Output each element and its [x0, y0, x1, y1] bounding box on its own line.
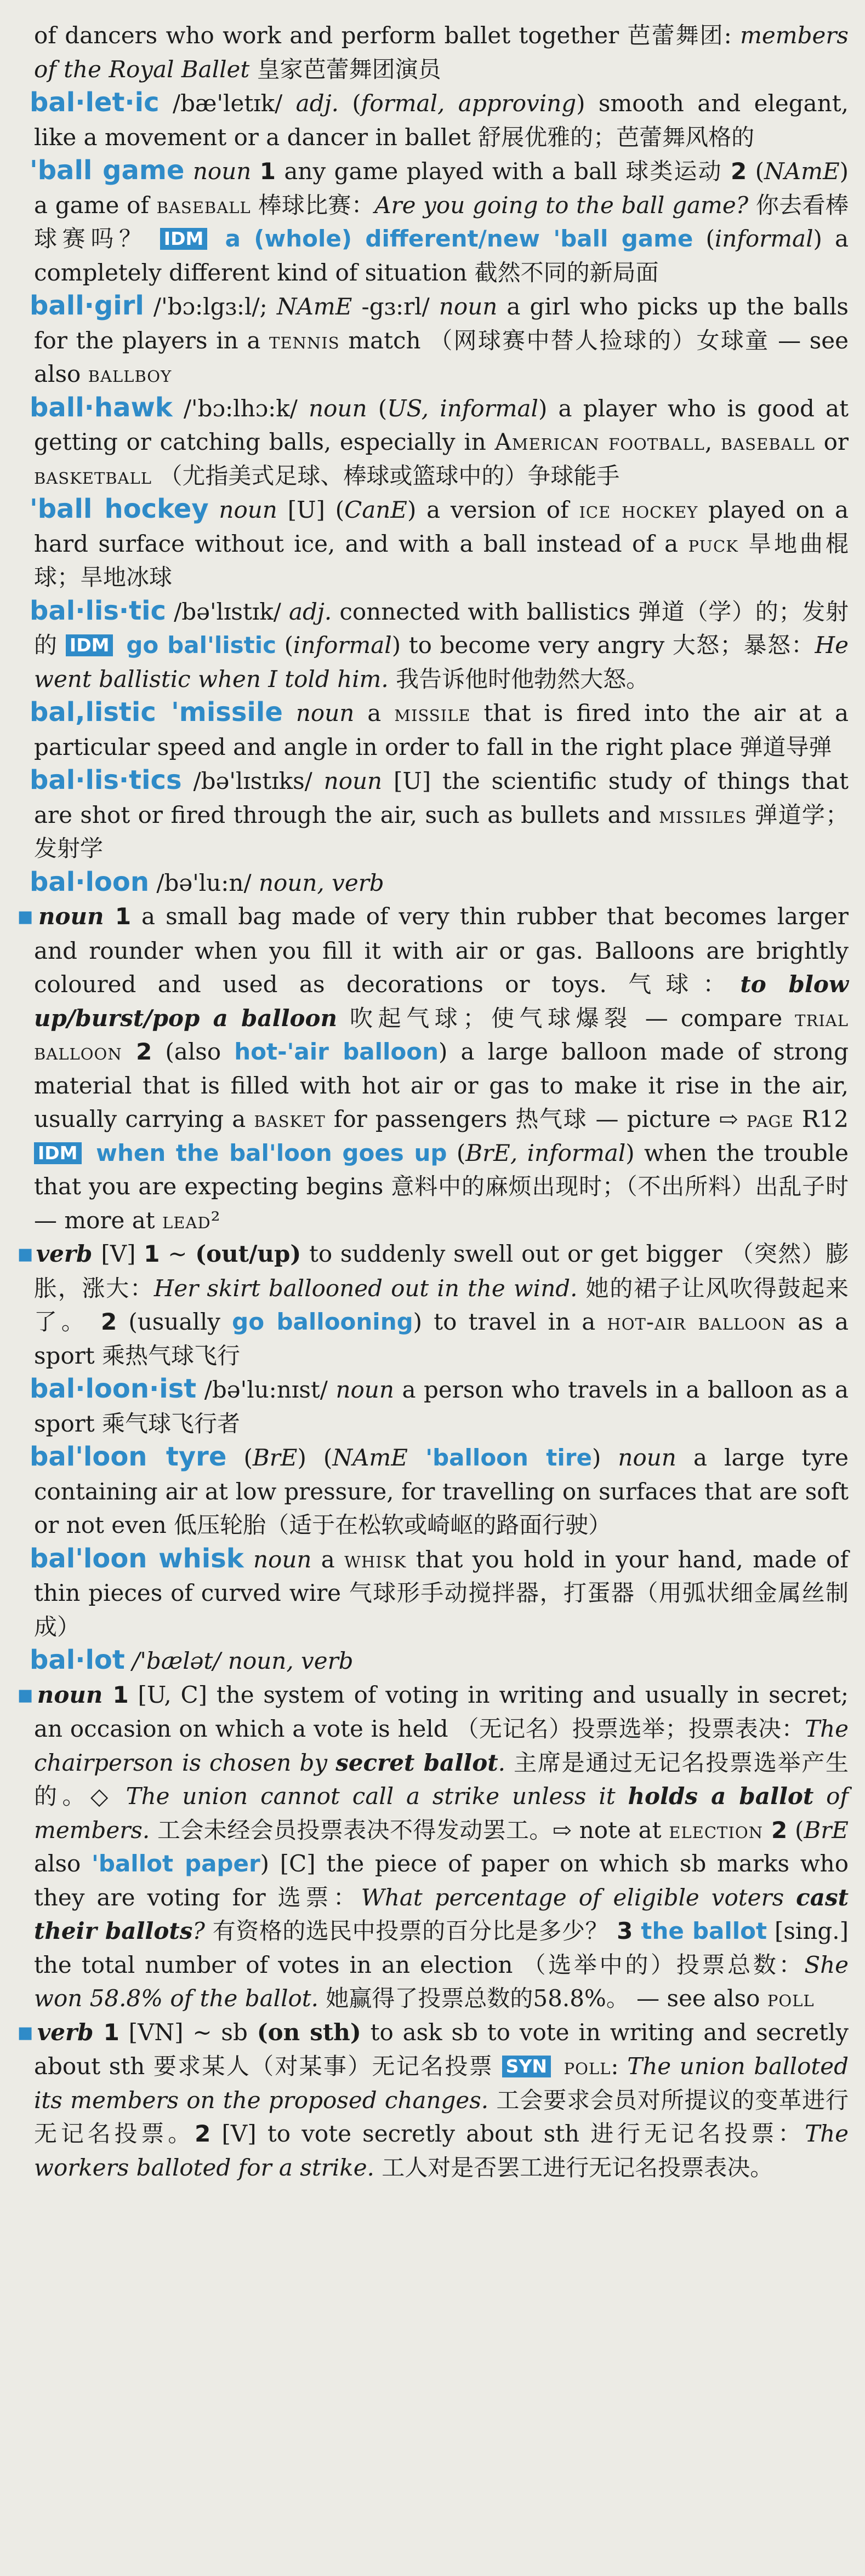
- headword: ball·hawk: [30, 392, 173, 423]
- cross-reference: missiles: [659, 801, 747, 828]
- example: members of the Royal Ballet: [34, 22, 849, 83]
- entry-ballot: [30, 1644, 849, 1678]
- part-of-speech: noun: [323, 768, 383, 794]
- cross-reference: lead²: [162, 1206, 221, 1234]
- headword: bal·loon: [30, 866, 150, 897]
- cross-reference: puck: [688, 530, 738, 557]
- idiom-badge: IDM: [66, 634, 113, 656]
- translation: 有资格的选民中投票的百分比是多少？: [204, 1917, 608, 1944]
- definition-text: for passengers 热气球 — picture ⇨: [325, 1106, 747, 1132]
- sense-number: 1: [144, 1240, 160, 1267]
- cross-reference: whisk: [344, 1545, 407, 1573]
- headword: bal'loon tyre: [30, 1441, 227, 1472]
- headword: ball·girl: [30, 290, 144, 321]
- text: :: [611, 2053, 628, 2080]
- example: Are you going to the ball game?: [374, 191, 749, 219]
- translation: 棒球比赛：: [251, 191, 375, 219]
- headword: 'ball hockey: [30, 494, 209, 524]
- example: of members.: [34, 1783, 849, 1844]
- translation: 吹起气球；使气球爆裂 — compare: [337, 1004, 795, 1032]
- cross-reference: trial balloon: [34, 1004, 849, 1065]
- text: (also: [152, 1038, 235, 1065]
- cross-reference: tennis: [269, 327, 340, 354]
- usage-label: US, informal: [387, 394, 538, 422]
- sense-number: 2: [122, 1038, 152, 1065]
- example: .: [498, 1749, 506, 1776]
- text: [V]: [101, 1240, 144, 1267]
- text: (: [338, 90, 361, 117]
- translation: 旱地曲棍球；旱地冰球: [34, 530, 849, 591]
- cross-reference: baseball: [156, 191, 251, 219]
- cross-reference: page: [746, 1106, 794, 1132]
- pronunciation: /bæ'letɪk/: [159, 90, 296, 117]
- part-of-speech: noun: [618, 1444, 676, 1471]
- headword: bal·lot: [30, 1645, 125, 1675]
- cross-reference: election: [669, 1816, 763, 1844]
- grammar-pattern: (out/up): [195, 1240, 301, 1267]
- translation: 她的裙子让风吹得鼓起来了。: [34, 1274, 849, 1335]
- cross-reference: baseball: [720, 428, 815, 455]
- cross-reference: basketball: [34, 462, 152, 489]
- collocation: cast their ballots: [34, 1884, 849, 1944]
- definition-text: played on a hard surface without ice, and with a ball instead of a: [34, 496, 849, 557]
- sense-number: 2: [762, 1816, 788, 1844]
- definition-text: ) a player who is good at getting or catching balls, especially in: [34, 394, 849, 455]
- entry-balloonist: [30, 1372, 849, 1440]
- usage-label: NAmE: [332, 1444, 408, 1471]
- definition-text: [sing.] the total number of votes in an election （选举中的）投票总数：: [34, 1917, 849, 1978]
- entry-ballistic-missile: [30, 696, 849, 764]
- translation: （尤指美式足球、棒球或篮球中的）争球能手: [152, 462, 620, 489]
- variant-headword: go ballooning: [232, 1308, 413, 1335]
- entry-balletic: [30, 86, 849, 154]
- idiom-badge: IDM: [34, 1142, 82, 1164]
- usage-label: formal, approving: [361, 90, 577, 117]
- cross-reference: American football: [494, 428, 705, 455]
- translation: 弹道学；发射学: [34, 801, 849, 862]
- example: He went ballistic when I told him.: [34, 632, 849, 692]
- entry-ballhawk: [30, 391, 849, 493]
- example: ?: [192, 1917, 205, 1944]
- text: (: [747, 158, 765, 185]
- entry-ballgirl: [30, 289, 849, 391]
- example: The workers balloted for a strike.: [34, 2120, 849, 2181]
- part-of-speech: verb: [37, 2018, 104, 2046]
- part-of-speech: noun: [282, 700, 355, 726]
- definition-text: of dancers who work and perform ballet together 芭蕾舞团:: [34, 22, 741, 49]
- translation: 我告诉他时他勃然大怒。: [388, 665, 650, 692]
- text: R12: [793, 1106, 849, 1132]
- sense-number: 2: [195, 2120, 211, 2147]
- sense-number: 1: [112, 1681, 129, 1708]
- text: [555, 2053, 564, 2080]
- text: (: [226, 1444, 253, 1471]
- synonym-badge: SYN: [502, 2056, 551, 2077]
- entry-ballot-verb: [18, 2016, 849, 2185]
- definition-text: ) when the trouble that you are expecting begins 意料中的麻烦出现时；（不出所料）出乱子时 — more at: [34, 1139, 849, 1234]
- entry-balloon-verb: [18, 1237, 849, 1372]
- definition-text: to ask sb to vote in writing and secretly about sth 要求某人（对某事）无记名投票: [34, 2018, 849, 2080]
- example: What percentage of eligible voters: [361, 1884, 796, 1911]
- headword: bal'loon whisk: [30, 1543, 244, 1574]
- idiom-badge: IDM: [160, 228, 208, 250]
- part-of-speech: noun: [208, 496, 288, 523]
- idiom-phrase: go bal'listic: [117, 632, 276, 659]
- part-of-speech: noun: [37, 1681, 113, 1708]
- example: The chairperson is chosen by: [34, 1715, 849, 1776]
- definition-text: that is fired into the air at a particular speed and angle in order to fall in the right place 弹道导弹: [34, 700, 849, 760]
- headword: bal·let·ic: [30, 87, 160, 118]
- definition-text: ) a game of: [34, 158, 849, 219]
- headword: bal·loon·ist: [30, 1373, 197, 1404]
- collocation: holds a ballot: [628, 1783, 814, 1810]
- definition-text: a person who travels in a balloon as a sport 乘气球飞行者: [34, 1376, 849, 1437]
- text: (: [276, 632, 294, 659]
- headword: bal·lis·tic: [30, 595, 166, 626]
- text: ) (: [297, 1444, 333, 1471]
- usage-label: BrE, informal: [465, 1139, 626, 1166]
- part-of-speech: noun: [335, 1376, 394, 1403]
- idiom-phrase: a (whole) different/new 'ball game: [212, 225, 693, 252]
- pronunciation: /'bɔ:lhɔ:k/: [172, 394, 309, 422]
- definition-text: a large tyre containing air at low pressure, for travelling on surfaces that are soft or not even 低压轮胎（适于在松软或崎岖的路面行驶）: [34, 1444, 849, 1538]
- sense-number: 1: [259, 158, 276, 185]
- definition-text: a girl who picks up the balls for the players in a: [34, 293, 849, 354]
- definition-text: [V] to vote secretly about sth 进行无记名投票：: [210, 2120, 805, 2147]
- pronunciation: /'bɔ:lgɜ:l/;: [144, 293, 277, 320]
- usage-label: BrE: [252, 1444, 298, 1471]
- definition-text: ) smooth and elegant, like a movement or a dancer in ballet 舒展优雅的；芭蕾舞风格的: [34, 90, 849, 151]
- text: a: [311, 1545, 345, 1573]
- pronunciation: -gɜ:rl/: [352, 293, 439, 320]
- definition-text: as a sport 乘热气球飞行: [34, 1308, 849, 1369]
- sense-number: 1: [115, 903, 132, 930]
- definition-text: connected with ballistics 弹道（学）的；发射的: [34, 598, 849, 659]
- text: (: [693, 225, 715, 252]
- cross-reference: ballboy: [88, 360, 172, 387]
- example: The union balloted its members on the proposed changes.: [34, 2053, 849, 2114]
- entry-balloon-noun: [18, 900, 849, 1237]
- cross-reference: poll: [564, 2053, 611, 2080]
- text: ): [591, 1444, 618, 1471]
- definition-text: to suddenly swell out or get bigger （突然）膨胀，涨大：: [34, 1240, 849, 1302]
- example: She won 58.8% of the ballot.: [34, 1951, 849, 2012]
- part-of-speech: noun: [38, 903, 115, 930]
- definition-text: ) a version of: [407, 496, 579, 523]
- text: (usually: [117, 1308, 232, 1335]
- part-of-speech: noun: [439, 293, 498, 320]
- entry-ball-hockey: [30, 493, 849, 594]
- pronunciation: /bə'lu:n/: [149, 869, 259, 896]
- sense-number: 1: [103, 2018, 119, 2046]
- text: (: [787, 1816, 804, 1844]
- variant-headword: 'balloon tire: [407, 1444, 592, 1471]
- definition-text: ) [C] the piece of paper on which sb marks who they are voting for 选票：: [34, 1850, 849, 1911]
- cross-reference: basket: [254, 1106, 326, 1132]
- entry-balloon: [30, 866, 849, 900]
- text: ~: [160, 1240, 196, 1267]
- headword: 'ball game: [30, 155, 185, 186]
- usage-label: BrE: [804, 1816, 849, 1844]
- entry-ball-game: [30, 154, 849, 289]
- translation: 主席是通过无记名投票选举产生的。◇: [34, 1749, 849, 1810]
- section-square-icon: ■: [18, 1685, 35, 1705]
- section-square-icon: ■: [18, 907, 36, 926]
- translation: 她赢得了投票总数的58.8%。 — see also: [318, 1985, 767, 2012]
- sense-number: 3: [608, 1917, 633, 1944]
- usage-label: NAmE: [764, 158, 840, 185]
- entry-ballistic: [30, 594, 849, 696]
- cross-reference: missile: [394, 700, 471, 726]
- definition-text: any game played with a ball 球类运动: [275, 158, 731, 185]
- headword: bal,listic 'missile: [30, 697, 283, 728]
- sense-number: 2: [88, 1308, 117, 1335]
- definition-text: ) to travel in a: [413, 1308, 607, 1335]
- part-of-speech: noun, verb: [259, 869, 384, 896]
- translation: 你去看棒球赛吗？: [34, 191, 849, 252]
- part-of-speech: verb: [36, 1240, 101, 1267]
- entry-ballot-noun: [18, 1678, 849, 2016]
- collocation: secret ballot: [335, 1749, 498, 1776]
- grammar-pattern: (on sth): [257, 2018, 361, 2046]
- entry-ballet-continued: [34, 19, 849, 86]
- translation: 工会未经会员投票表决不得发动罢工。⇨ note at: [150, 1816, 669, 1844]
- definition-text: a small bag made of very thin rubber that becomes larger and rounder when you fill it with air or gas. Balloons are brightly coloured and used as decorations or toys. 气球：: [34, 903, 849, 998]
- pronunciation: /bə'lɪstɪk/: [166, 598, 289, 625]
- definition-text: match （网球赛中替人捡球的）女球童 — see also: [34, 327, 849, 387]
- definition-text: ) a large balloon made of strong material that is filled with hot air or gas to make it rise in the air, usually carrying a: [34, 1038, 849, 1132]
- headword: bal·lis·tics: [30, 765, 182, 795]
- variant-headword: the ballot: [633, 1917, 767, 1944]
- text: [VN] ~ sb: [119, 2018, 257, 2046]
- text: or: [815, 428, 849, 455]
- entry-ballistics: [30, 764, 849, 866]
- sense-number: 2: [730, 158, 747, 185]
- pronunciation: /bə'lɪstɪks/: [181, 768, 324, 794]
- idiom-phrase: when the bal'loon goes up: [86, 1139, 447, 1166]
- usage-label: CanE: [344, 496, 407, 523]
- variant-headword: hot-'air balloon: [234, 1038, 439, 1065]
- variant-headword: 'ballot paper: [92, 1850, 260, 1877]
- usage-label: NAmE: [276, 293, 352, 320]
- cross-reference: ice hockey: [579, 496, 698, 523]
- definition-text: [U] the scientific study of things that are shot or fired through the air, such as bullets and: [34, 768, 849, 828]
- translation: 工会要求会员对所提议的变革进行无记名投票。: [34, 2086, 849, 2147]
- collocation: to blow up/burst/pop a balloon: [34, 971, 849, 1032]
- part-of-speech: adj.: [288, 598, 332, 625]
- definition-text: that you hold in your hand, made of thin pieces of curved wire 气球形手动搅拌器，打蛋器（用弧状细金属丝制成）: [34, 1545, 849, 1640]
- translation: 工人对是否罢工进行无记名投票表决。: [374, 2154, 773, 2181]
- part-of-speech: /'bælət/ noun, verb: [124, 1647, 354, 1674]
- cross-reference: hot-air balloon: [607, 1308, 787, 1335]
- text: [U] (: [287, 496, 345, 523]
- part-of-speech: noun: [309, 394, 367, 422]
- usage-label: informal: [293, 632, 392, 659]
- pronunciation: /bə'lu:nɪst/: [196, 1376, 336, 1403]
- text: ,: [704, 428, 721, 455]
- section-square-icon: ■: [18, 2023, 35, 2042]
- part-of-speech: adj.: [295, 90, 339, 117]
- text: also: [34, 1850, 92, 1877]
- definition-text: ) a completely different kind of situation 截然不同的新局面: [34, 225, 849, 286]
- definition-text: ) to become very angry 大怒；暴怒：: [391, 632, 815, 659]
- section-square-icon: ■: [18, 1245, 34, 1264]
- example: The union cannot call a strike unless it: [126, 1783, 628, 1810]
- usage-label: informal: [714, 225, 813, 252]
- entry-balloon-tyre: [30, 1440, 849, 1542]
- text: (: [447, 1139, 466, 1166]
- text: (: [367, 394, 388, 422]
- text: a: [354, 700, 395, 726]
- entry-balloon-whisk: [30, 1542, 849, 1644]
- translation: 皇家芭蕾舞团演员: [249, 55, 441, 83]
- example: Her skirt ballooned out in the wind.: [153, 1274, 578, 1302]
- cross-reference: poll: [767, 1985, 815, 2012]
- part-of-speech: noun: [243, 1545, 312, 1573]
- definition-text: [U, C] the system of voting in writing and usually in secret; an occasion on which a vote is held （无记名）投票选举；投票表决：: [34, 1681, 849, 1742]
- part-of-speech: noun: [184, 158, 260, 185]
